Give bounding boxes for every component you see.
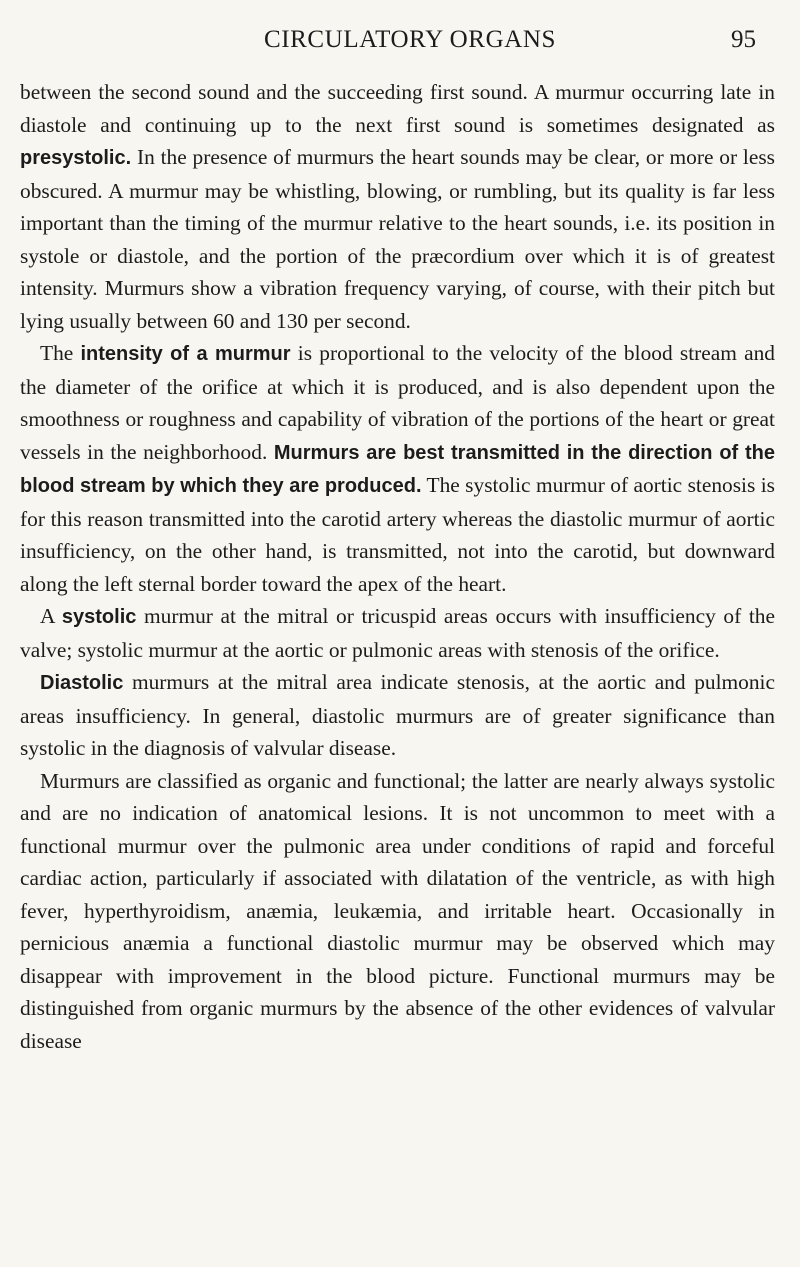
bold-term-presystolic: presystolic. [20, 147, 132, 169]
paragraph-text: murmur at the mitral or tricuspid areas occurs with insufficiency of the valve; systolic murmur at the aortic or pulmonic areas with stenosis of the orifice. [20, 604, 775, 662]
paragraph-text: murmurs at the mitral area indicate stenosis, at the aortic and pulmonic areas insufficiency. In general, diastolic murmurs are of greater significance than systolic in the diagnosis of valvular disease. [20, 670, 775, 760]
bold-term-diastolic: Diastolic [40, 672, 124, 694]
paragraph-intensity [20, 337, 775, 600]
paragraph-systolic [20, 600, 775, 666]
paragraph-presystolic [20, 76, 775, 337]
paragraph-text: A [40, 604, 62, 628]
paragraph-text: between the second sound and the succeeding first sound. A murmur occurring late in diastole and continuing up to the next first sound is sometimes designated as [20, 80, 775, 137]
paragraph-text: The [40, 341, 81, 365]
paragraph-text: is proportional to the velocity of the blood stream and the diameter of the orifice at which it is produced, and is also dependent upon the smoothness or roughness and capability of vibration of the portions of the heart or great vessels in the neighborhood. [20, 341, 775, 464]
page-number: 95 [731, 26, 756, 53]
running-head [60, 26, 760, 62]
bold-statement-transmission: Murmurs are best transmitted in the direction of the blood stream by which they are produced. [20, 441, 775, 497]
body-text [20, 76, 775, 1057]
paragraph-text: Murmurs are classified as organic and functional; the latter are nearly always systolic and are no indication of anatomical lesions. It is not uncommon to meet with a functional murmur over the pulmonic area under conditions of rapid and forceful cardiac action, particularly if associated with dilatation of the ventricle, as with high fever, hyperthyroidism, anæmia, leukæmia, and irritable heart. Occasionally in pernicious anæmia a functional diastolic murmur may be observed which may disappear with improvement in the blood picture. Functional murmurs may be distinguished from organic murmurs by the absence of the other evidences of valvular disease [20, 768, 775, 1053]
paragraph-diastolic [20, 666, 775, 765]
paragraph-text: The systolic murmur of aortic stenosis is for this reason transmitted into the carotid artery whereas the diastolic murmur of aortic insufficiency, on the other hand, is transmitted, not into the carotid, but downward along the left sternal border toward the apex of the heart. [20, 473, 775, 596]
paragraph-text: In the presence of murmurs the heart sounds may be clear, or more or less obscured. A murmur may be whistling, blowing, or rumbling, but its quality is far less important than the timing of the murmur relative to the heart sounds, i.e. its position in systole or diastole, and the portion of the præcordium over which it is of greatest intensity. Murmurs show a vibration frequency varying, of course, with their pitch but lying usually between 60 and 130 per second. [20, 145, 775, 333]
running-title: CIRCULATORY ORGANS [263, 26, 557, 53]
bold-term-intensity: intensity of a murmur [80, 343, 291, 365]
bold-term-systolic: systolic [61, 606, 137, 628]
paragraph-classification [20, 765, 775, 1058]
